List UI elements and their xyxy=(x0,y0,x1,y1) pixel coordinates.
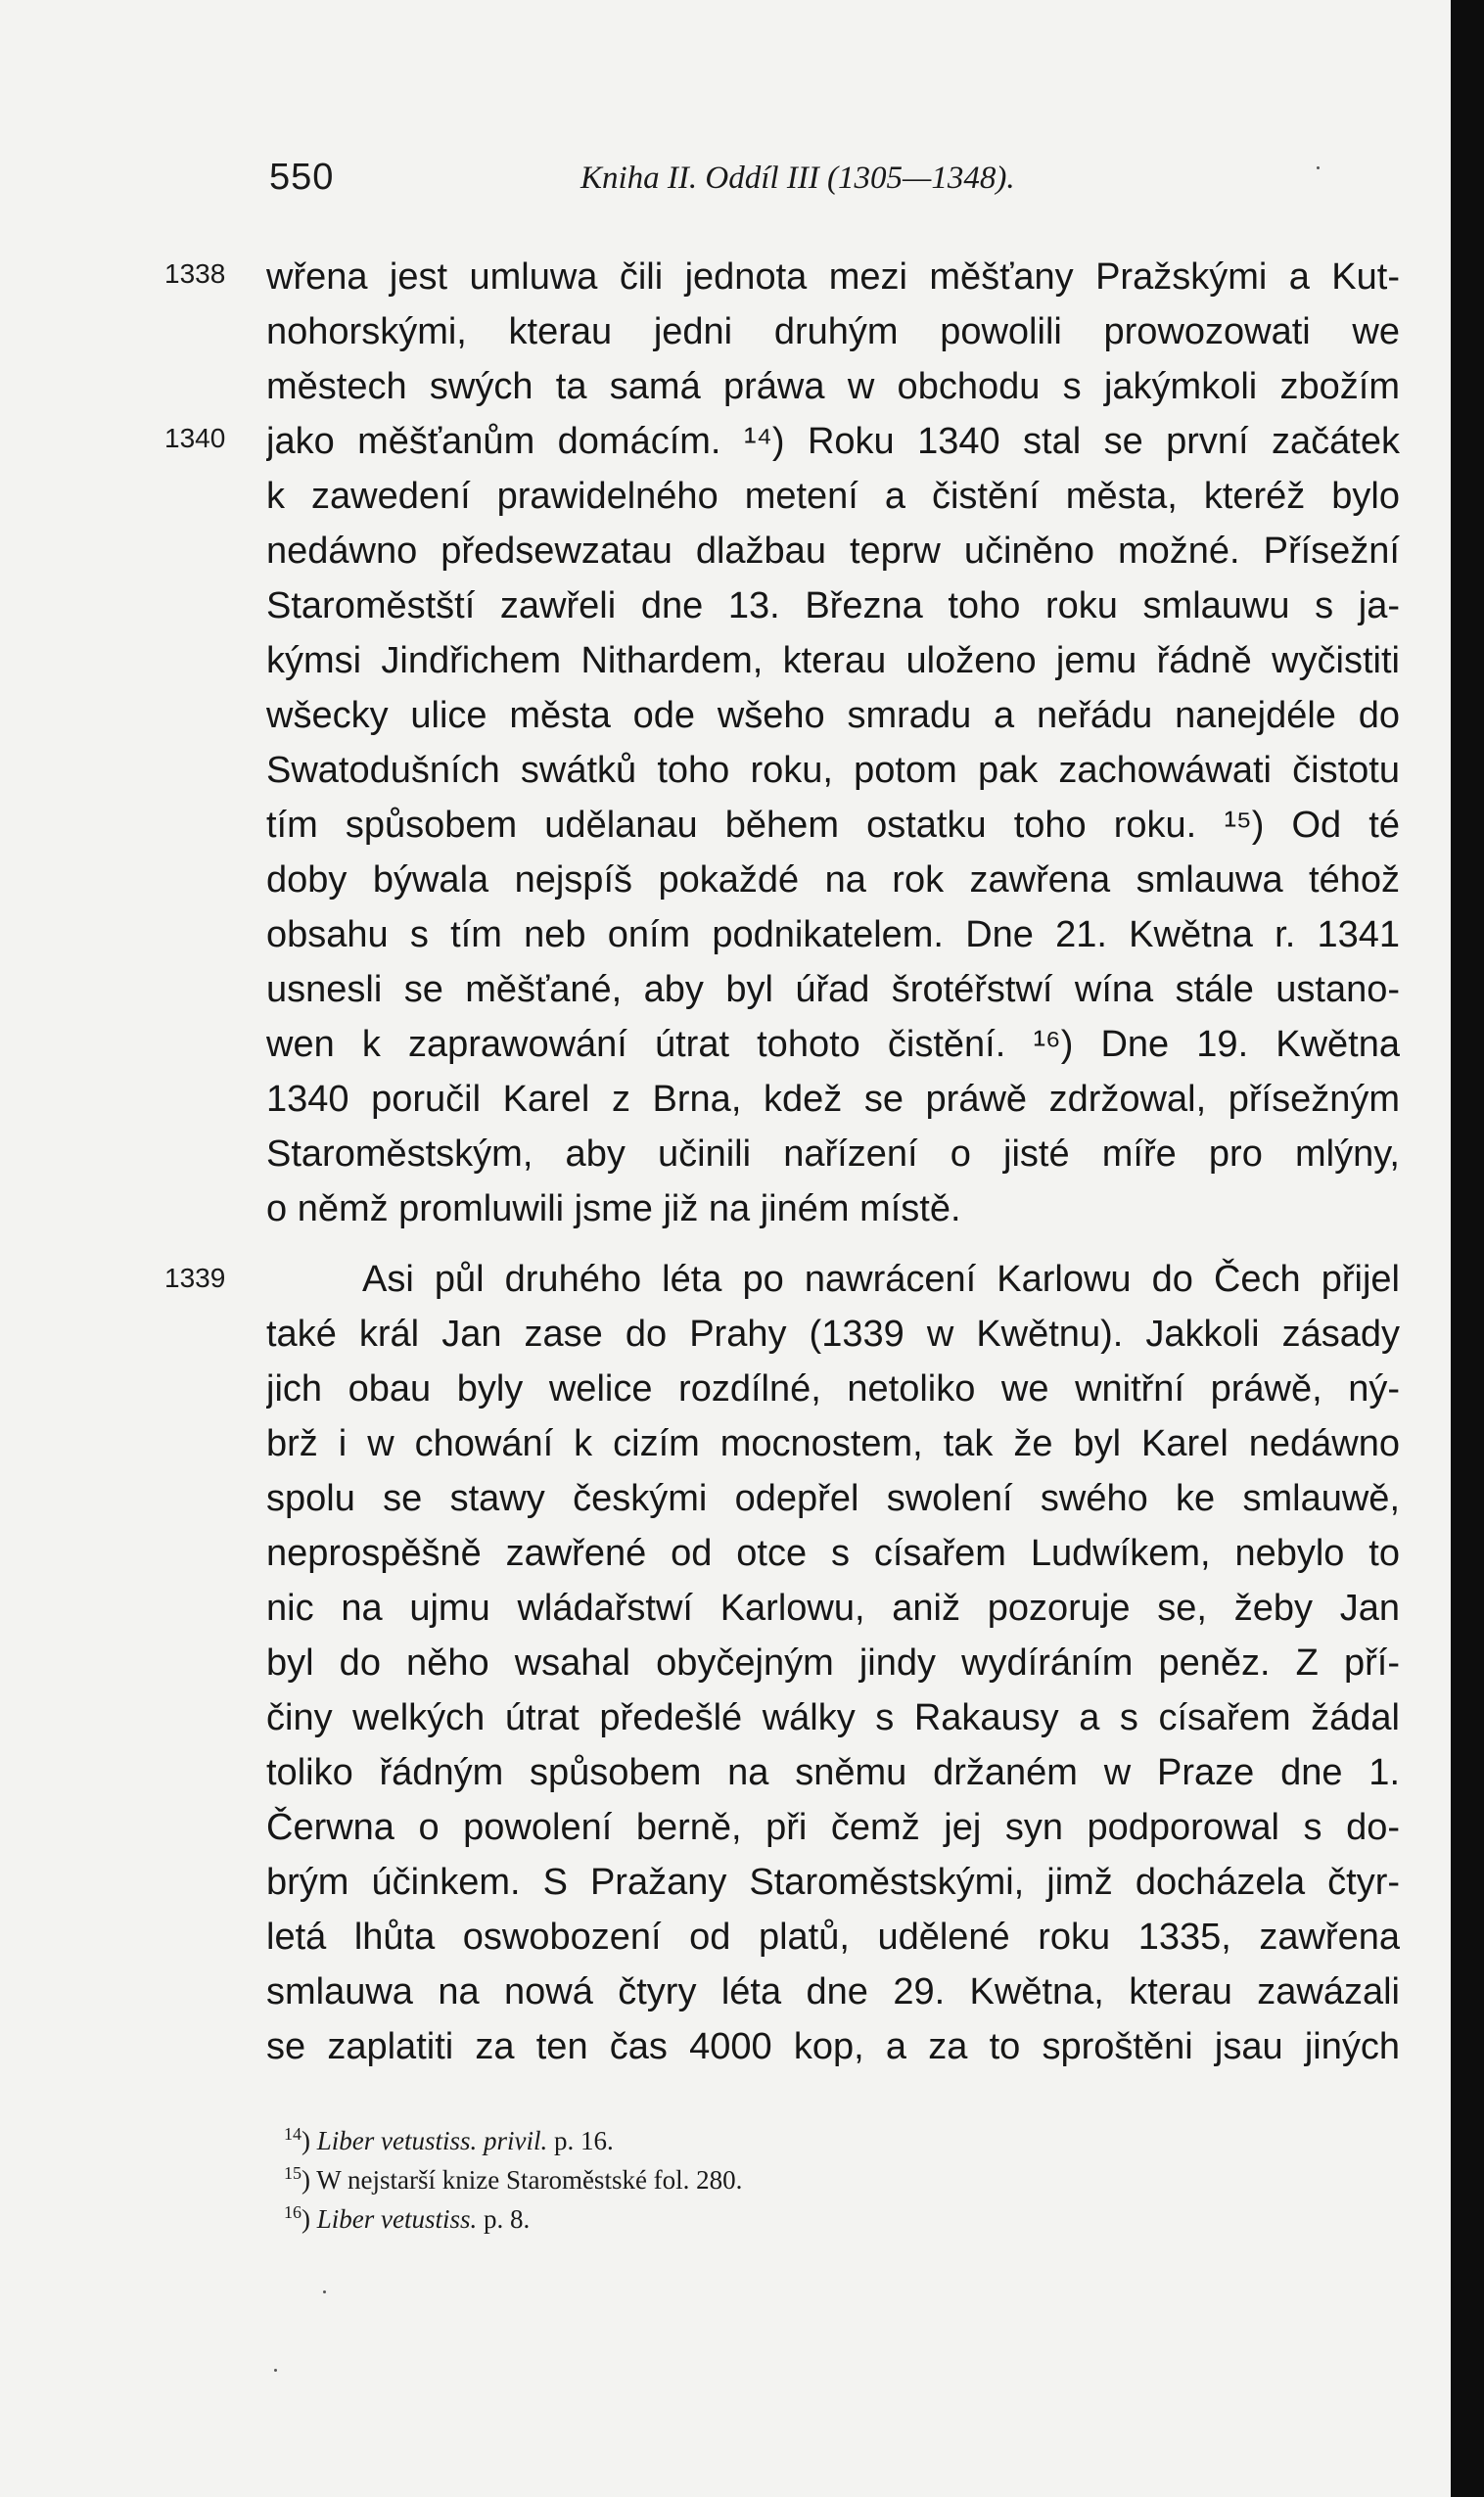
text-line: Čerwna o powolení berně, při čemž jej syn podporowal s do- xyxy=(266,1807,1400,1848)
text-line: k zawedení prawidelného metení a čistění města, kteréž bylo xyxy=(266,476,1400,517)
text-line: toliko řádným spůsobem na sněmu držaném w Praze dne 1. xyxy=(266,1752,1400,1793)
text-line: Staroměstští zawřeli dne 13. Března toho roku smlauwu s ja- xyxy=(266,585,1400,626)
text-line: doby býwala nejspíš pokaždé na rok zawřena smlauwa téhož xyxy=(266,859,1400,901)
running-title: Kniha II. Oddíl III (1305—1348). xyxy=(580,161,1015,196)
text-line: spolu se stawy českými odepřel swolení swého ke smlauwě, xyxy=(266,1478,1400,1519)
text-line: městech swých ta samá práwa w obchodu s jakýmkoli zbožím xyxy=(266,366,1400,407)
footnote-text: W nejstarší knize Staroměstské fol. 280. xyxy=(316,2165,743,2195)
text-line: brým účinkem. S Pražany Staroměstskými, jimž docházela čtyr- xyxy=(266,1862,1400,1903)
text-line: jich obau byly welice rozdílné, netoliko we wnitřní práwě, ný- xyxy=(266,1368,1400,1410)
margin-year-1339: 1339 xyxy=(164,1263,226,1293)
text-line: o němž promluwili jsme již na jiném místě. xyxy=(266,1188,961,1229)
text-line: smlauwa na nowá čtyry léta dne 29. Kwětna, kterau zawázali xyxy=(266,1971,1400,2012)
text-line: nohorskými, kterau jedni druhým powolili prowozowati we xyxy=(266,311,1400,352)
footnote-text: p. 8. xyxy=(477,2204,531,2234)
text-line: byl do něho wsahal obyčejným jindy wydíráním peněz. Z pří- xyxy=(266,1642,1400,1684)
text-line: Swatodušních swátků toho roku, potom pak zachowáwati čistotu xyxy=(266,750,1400,791)
text-line: jako měšťanům domácím. ¹⁴) Roku 1340 stal se první začátek xyxy=(266,421,1400,462)
ink-speck xyxy=(1317,166,1320,169)
paragraph-start-line: Asi půl druhého léta po nawrácení Karlowu do Čech přijel xyxy=(362,1259,1400,1300)
footnote-15: $^{15}$) W nejstarší knize Staroměstské fol. 280. xyxy=(284,2163,743,2195)
text-line: brž i w chowání k cizím mocnostem, tak že byl Karel nedáwno xyxy=(266,1423,1400,1464)
text-line: se zaplatiti za ten čas 4000 kop, a za to sproštěni jsau jiných xyxy=(266,2026,1400,2067)
text-line: také král Jan zase do Prahy (1339 w Kwětnu). Jakkoli zásady xyxy=(266,1314,1400,1355)
text-line: letá lhůta oswobození od platů, udělené roku 1335, zawřena xyxy=(266,1917,1400,1958)
page-header xyxy=(269,157,1121,215)
page-number: 550 xyxy=(269,157,335,198)
margin-year-1338: 1338 xyxy=(164,258,226,289)
text-line: wšecky ulice města ode wšeho smradu a neřádu nanejdéle do xyxy=(266,695,1400,736)
footnote-mark: 14 xyxy=(284,2124,301,2144)
text-line: Staroměstským, aby učinili nařízení o jisté míře pro mlýny, xyxy=(266,1133,1400,1175)
footnote-16: $^{16}$) Liber vetustiss. p. 8. xyxy=(284,2202,531,2234)
footnote-source: Liber vetustiss. privil. xyxy=(316,2126,548,2155)
text-line: tím spůsobem udělanau během ostatku toho roku. ¹⁵) Od té xyxy=(266,805,1400,846)
text-line: wřena jest umluwa čili jednota mezi měšťany Pražskými a Kut- xyxy=(266,256,1400,298)
ink-speck xyxy=(274,2369,277,2372)
text-line: wen k zaprawowání útrat tohoto čistění. ¹⁶) Dne 19. Kwětna xyxy=(266,1024,1400,1065)
margin-year-1340: 1340 xyxy=(164,423,226,453)
footnote-mark: 16 xyxy=(284,2202,301,2222)
text-line: neprospěšně zawřené od otce s císařem Ludwíkem, nebylo to xyxy=(266,1533,1400,1574)
text-line: obsahu s tím neb oním podnikatelem. Dne 21. Kwětna r. 1341 xyxy=(266,914,1400,955)
footnote-text: p. 16. xyxy=(547,2126,614,2155)
text-line: usnesli se měšťané, aby byl úřad šrotéřstwí wína stále ustano- xyxy=(266,969,1400,1010)
text-line: nedáwno předsewzatau dlažbau teprw učiněno možné. Přísežní xyxy=(266,531,1400,572)
text-line: kýmsi Jindřichem Nithardem, kterau uloženo jemu řádně wyčistiti xyxy=(266,640,1400,681)
footnote-source: Liber vetustiss. xyxy=(316,2204,478,2234)
footnote-14: $^{14}$) Liber vetustiss. privil. p. 16. xyxy=(284,2124,614,2155)
text-line: 1340 poručil Karel z Brna, kdež se práwě zdržowal, přísežným xyxy=(266,1079,1400,1120)
ink-speck xyxy=(323,2290,326,2293)
scan-border xyxy=(1451,0,1484,2497)
text-line: nic na ujmu wládařstwí Karlowu, aniž pozoruje se, žeby Jan xyxy=(266,1588,1400,1629)
footnote-mark: 15 xyxy=(284,2163,301,2183)
text-line: činy welkých útrat předešlé wálky s Rakausy a s císařem žádal xyxy=(266,1697,1400,1738)
